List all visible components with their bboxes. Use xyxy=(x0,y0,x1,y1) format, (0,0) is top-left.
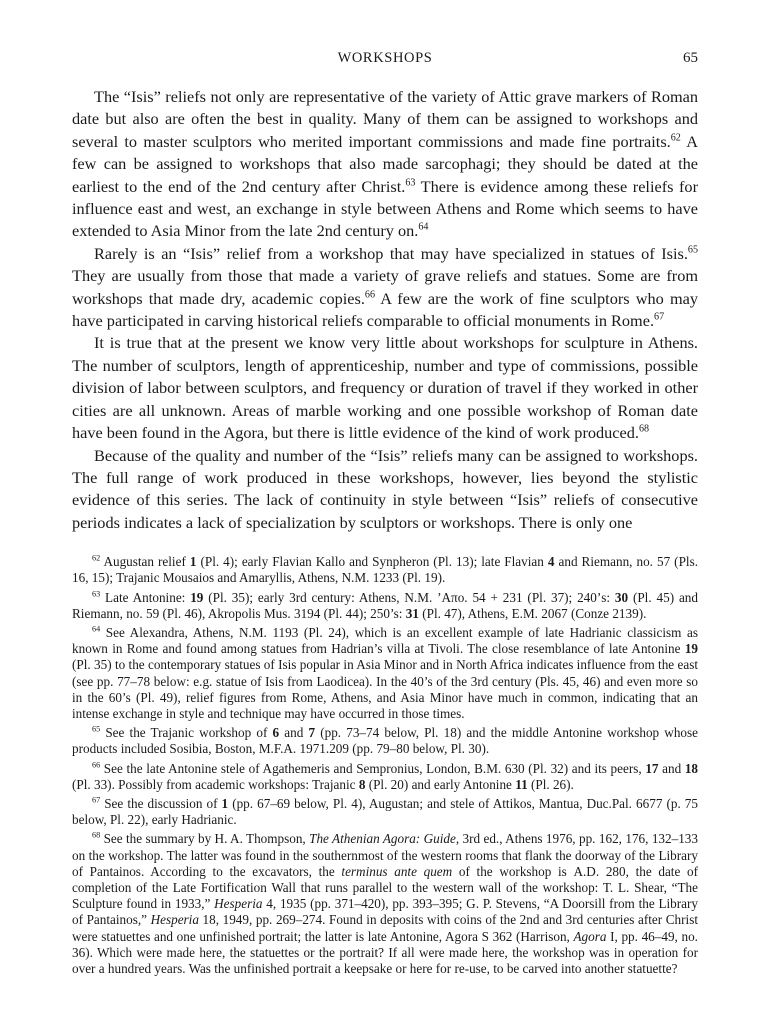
text-run: It is true that at the present we know very little about workshops for sculpture in Athens. The number of sculptors, length of apprenticeship, number and type of commissions, possible division of labor between sculptors, and frequency or duration of travel if they worked in other cities are all unknown. Areas of marble working and one possible workshop of Roman date have been found in the Agora, but there is little evidence of the kind of work produced. xyxy=(72,333,698,443)
note-ref: 67 xyxy=(92,795,101,805)
body-paragraph xyxy=(72,332,698,444)
footnote-64 xyxy=(72,625,698,722)
note-ref: 67 xyxy=(654,311,665,323)
text-run: 4, 1935 (pp. 371–420), pp. 393–395; G. P. Stevens, “A Doorsill from the Library of Pantainos,” xyxy=(72,896,698,928)
text-run: (Pl. 45) and Riemann, no. 59 (Pl. 46), Akropolis Mus. 3194 (Pl. 44); 250’s: xyxy=(72,589,698,621)
italic-run: Hesperia xyxy=(150,912,199,928)
bold-run: 6 xyxy=(272,725,280,741)
footnote-65 xyxy=(72,725,698,757)
text-run: They are usually from those that made a variety of grave reliefs and statues. Some are from workshops that made dry, academic copies. xyxy=(72,266,698,308)
text-run: and Riemann, no. 57 (Pls. 16, 15); Trajanic Mousaios and Amaryllis, Athens, N.M. 1233 (Pl. 19). xyxy=(72,554,698,586)
page xyxy=(72,50,698,980)
body-paragraph xyxy=(72,243,698,333)
text-run: Late Antonine: xyxy=(100,589,191,605)
text-run: and xyxy=(658,760,685,776)
note-ref: 63 xyxy=(92,589,101,599)
bold-run: 18 xyxy=(684,760,698,776)
bold-run: 4 xyxy=(547,554,555,570)
text-run: (Pl. 4); early Flavian Kallo and Synpheron (Pl. 13); late Flavian xyxy=(196,554,548,570)
text-run: (Pl. 35) to the contemporary statues of Isis popular in Asia Minor and in North Africa indicates influence from the east (see pp. 77–78 below: e.g. statue of Isis from Laodicea). In the 40’s of the 3rd century (Pls. 45, 46) and even more so in the 60’s (Pl. 49), relief figures from Rome, Athens, and Asia Minor have much in common, indicating that an intense exchange in style and technique may have occurred in those times. xyxy=(72,657,698,721)
text-run: and xyxy=(279,725,309,741)
small-caps-run: A.D. xyxy=(573,863,600,879)
text-run: A few are the work of fine sculptors who may have participated in carving historical reliefs comparable to official monuments in Rome. xyxy=(72,288,698,331)
bold-run: 8 xyxy=(358,776,366,792)
text-run: 280, the date of completion of the Late Fortification Wall that runs parallel to the western wall of the workshop: T. L. Shear, “The Sculpture found in 1933,” xyxy=(72,863,698,912)
bold-run: 30 xyxy=(614,589,629,605)
text-run: of the workshop is xyxy=(452,863,574,879)
text-run: See the Trajanic workshop of xyxy=(100,725,273,741)
text-run: 18, 1949, pp. 269–274. Found in deposits with coins of the 2nd and 3rd centuries after Christ were statuettes and one unfinished portrait; the latter is late Antonine, Agora S 362 (Harrison, xyxy=(72,912,698,944)
text-run: See Alexandra, Athens, N.M. 1193 (Pl. 24), which is an excellent example of late Hadrianic classicism as known in Rome and found among statues from Hadrian’s villa at Tivoli. The close resemblance of late Antonine xyxy=(72,624,698,657)
bold-run: 31 xyxy=(405,605,419,621)
note-ref: 66 xyxy=(364,289,375,301)
footnote-68 xyxy=(72,831,698,977)
note-ref: 62 xyxy=(670,132,681,144)
body-paragraph xyxy=(72,445,698,535)
bold-run: 19 xyxy=(684,641,698,657)
note-ref: 68 xyxy=(92,830,101,840)
text-run: (Pl. 20) and early Antonine xyxy=(365,776,516,792)
footnotes xyxy=(72,554,698,977)
note-ref: 65 xyxy=(687,244,698,256)
bold-run: 1 xyxy=(189,554,197,570)
italic-run: Agora xyxy=(573,928,607,944)
italic-run: Hesperia xyxy=(214,896,263,912)
italic-run: The Athenian Agora: Guide xyxy=(309,831,456,847)
bold-run: 19 xyxy=(190,589,204,605)
text-run: (pp. 73–74 below, Pl. 18) and the middle Antonine workshop whose products included Sosibia, Boston, M.F.A. 1971.209 (pp. 79–80 below, Pl. 30). xyxy=(72,725,698,757)
text-run: There is evidence among these reliefs for influence east and west, an exchange in style between Athens and Rome which seems to have extended to Asia Minor from the late 2nd century on. xyxy=(72,176,698,241)
text-run: (Pl. 35); early 3rd century: Athens, N.M. ’Απο. 54 + 231 (Pl. 37); 240’s: xyxy=(203,589,615,605)
text-run: (Pl. 26). xyxy=(527,776,574,792)
text-run: See the summary by H. A. Thompson, xyxy=(100,831,310,847)
text-run: Augustan relief xyxy=(100,554,190,570)
note-ref: 62 xyxy=(92,553,101,563)
footnote-67 xyxy=(72,796,698,828)
text-run: Because of the quality and number of the “Isis” reliefs many can be assigned to workshops. The full range of work produced in these workshops, however, lies beyond the stylistic evidence of this series. The lack of continuity in style between “Isis” reliefs of consecutive periods indicates a lack of specialization by sculptors or workshops. There is only one xyxy=(72,445,698,532)
text-run: , 3rd ed., Athens 1976, pp. 162, 176, 132–133 on the workshop. The latter was found in the southernmost of the western rooms that flank the doorway of the Library of Pantainos. According to the excavators, the xyxy=(72,831,698,879)
body-text xyxy=(72,86,698,534)
note-ref: 64 xyxy=(418,222,429,234)
text-run: The “Isis” reliefs not only are representative of the variety of Attic grave markers of Roman date but also are often the best in quality. Many of them can be assigned to workshops and several to master sculptors who merited important commissions and made fine portraits. xyxy=(72,87,698,151)
text-run: Rarely is an “Isis” relief from a workshop that may have specialized in statues of Isis. xyxy=(94,243,688,263)
body-paragraph xyxy=(72,86,698,243)
note-ref: 65 xyxy=(92,724,101,734)
page-number: 65 xyxy=(683,50,698,66)
footnote-66 xyxy=(72,761,698,793)
text-run: (pp. 67–69 below, Pl. 4), Augustan; and stele of Attikos, Mantua, Duc.Pal. 6677 (p. 75 below, Pl. 22), early Hadrianic. xyxy=(72,795,698,828)
running-header xyxy=(72,50,698,72)
running-title: WORKSHOPS xyxy=(337,50,433,66)
italic-run: terminus ante quem xyxy=(341,863,453,879)
text-run: See the late Antonine stele of Agathemeris and Sempronius, London, B.M. 630 (Pl. 32) and its peers, xyxy=(100,760,646,776)
note-ref: 66 xyxy=(92,760,101,770)
footnote-62 xyxy=(72,554,698,586)
bold-run: 17 xyxy=(645,760,659,776)
text-run: I, pp. 46–49, no. 36). Which were made here, the statuettes or the portrait? If all were made here, the workshop was in operation for over a hundred years. Was the unfinished portrait a keepsake or here for re-use, to be carved into another statuette? xyxy=(72,928,698,976)
note-ref: 63 xyxy=(405,177,416,189)
text-run: A few can be assigned to workshops that also made sarcophagi; they should be dated at the earliest to the end of the 2nd century after Christ. xyxy=(72,131,699,196)
note-ref: 64 xyxy=(92,624,101,634)
text-run: See the discussion of xyxy=(100,795,222,811)
footnote-63 xyxy=(72,590,698,622)
text-run: (Pl. 47), Athens, E.M. 2067 (Conze 2139). xyxy=(418,605,647,621)
bold-run: 1 xyxy=(221,795,229,811)
text-run: (Pl. 33). Possibly from academic workshops: Trajanic xyxy=(72,776,359,792)
bold-run: 11 xyxy=(515,776,528,792)
note-ref: 68 xyxy=(638,423,650,435)
bold-run: 7 xyxy=(308,725,316,741)
